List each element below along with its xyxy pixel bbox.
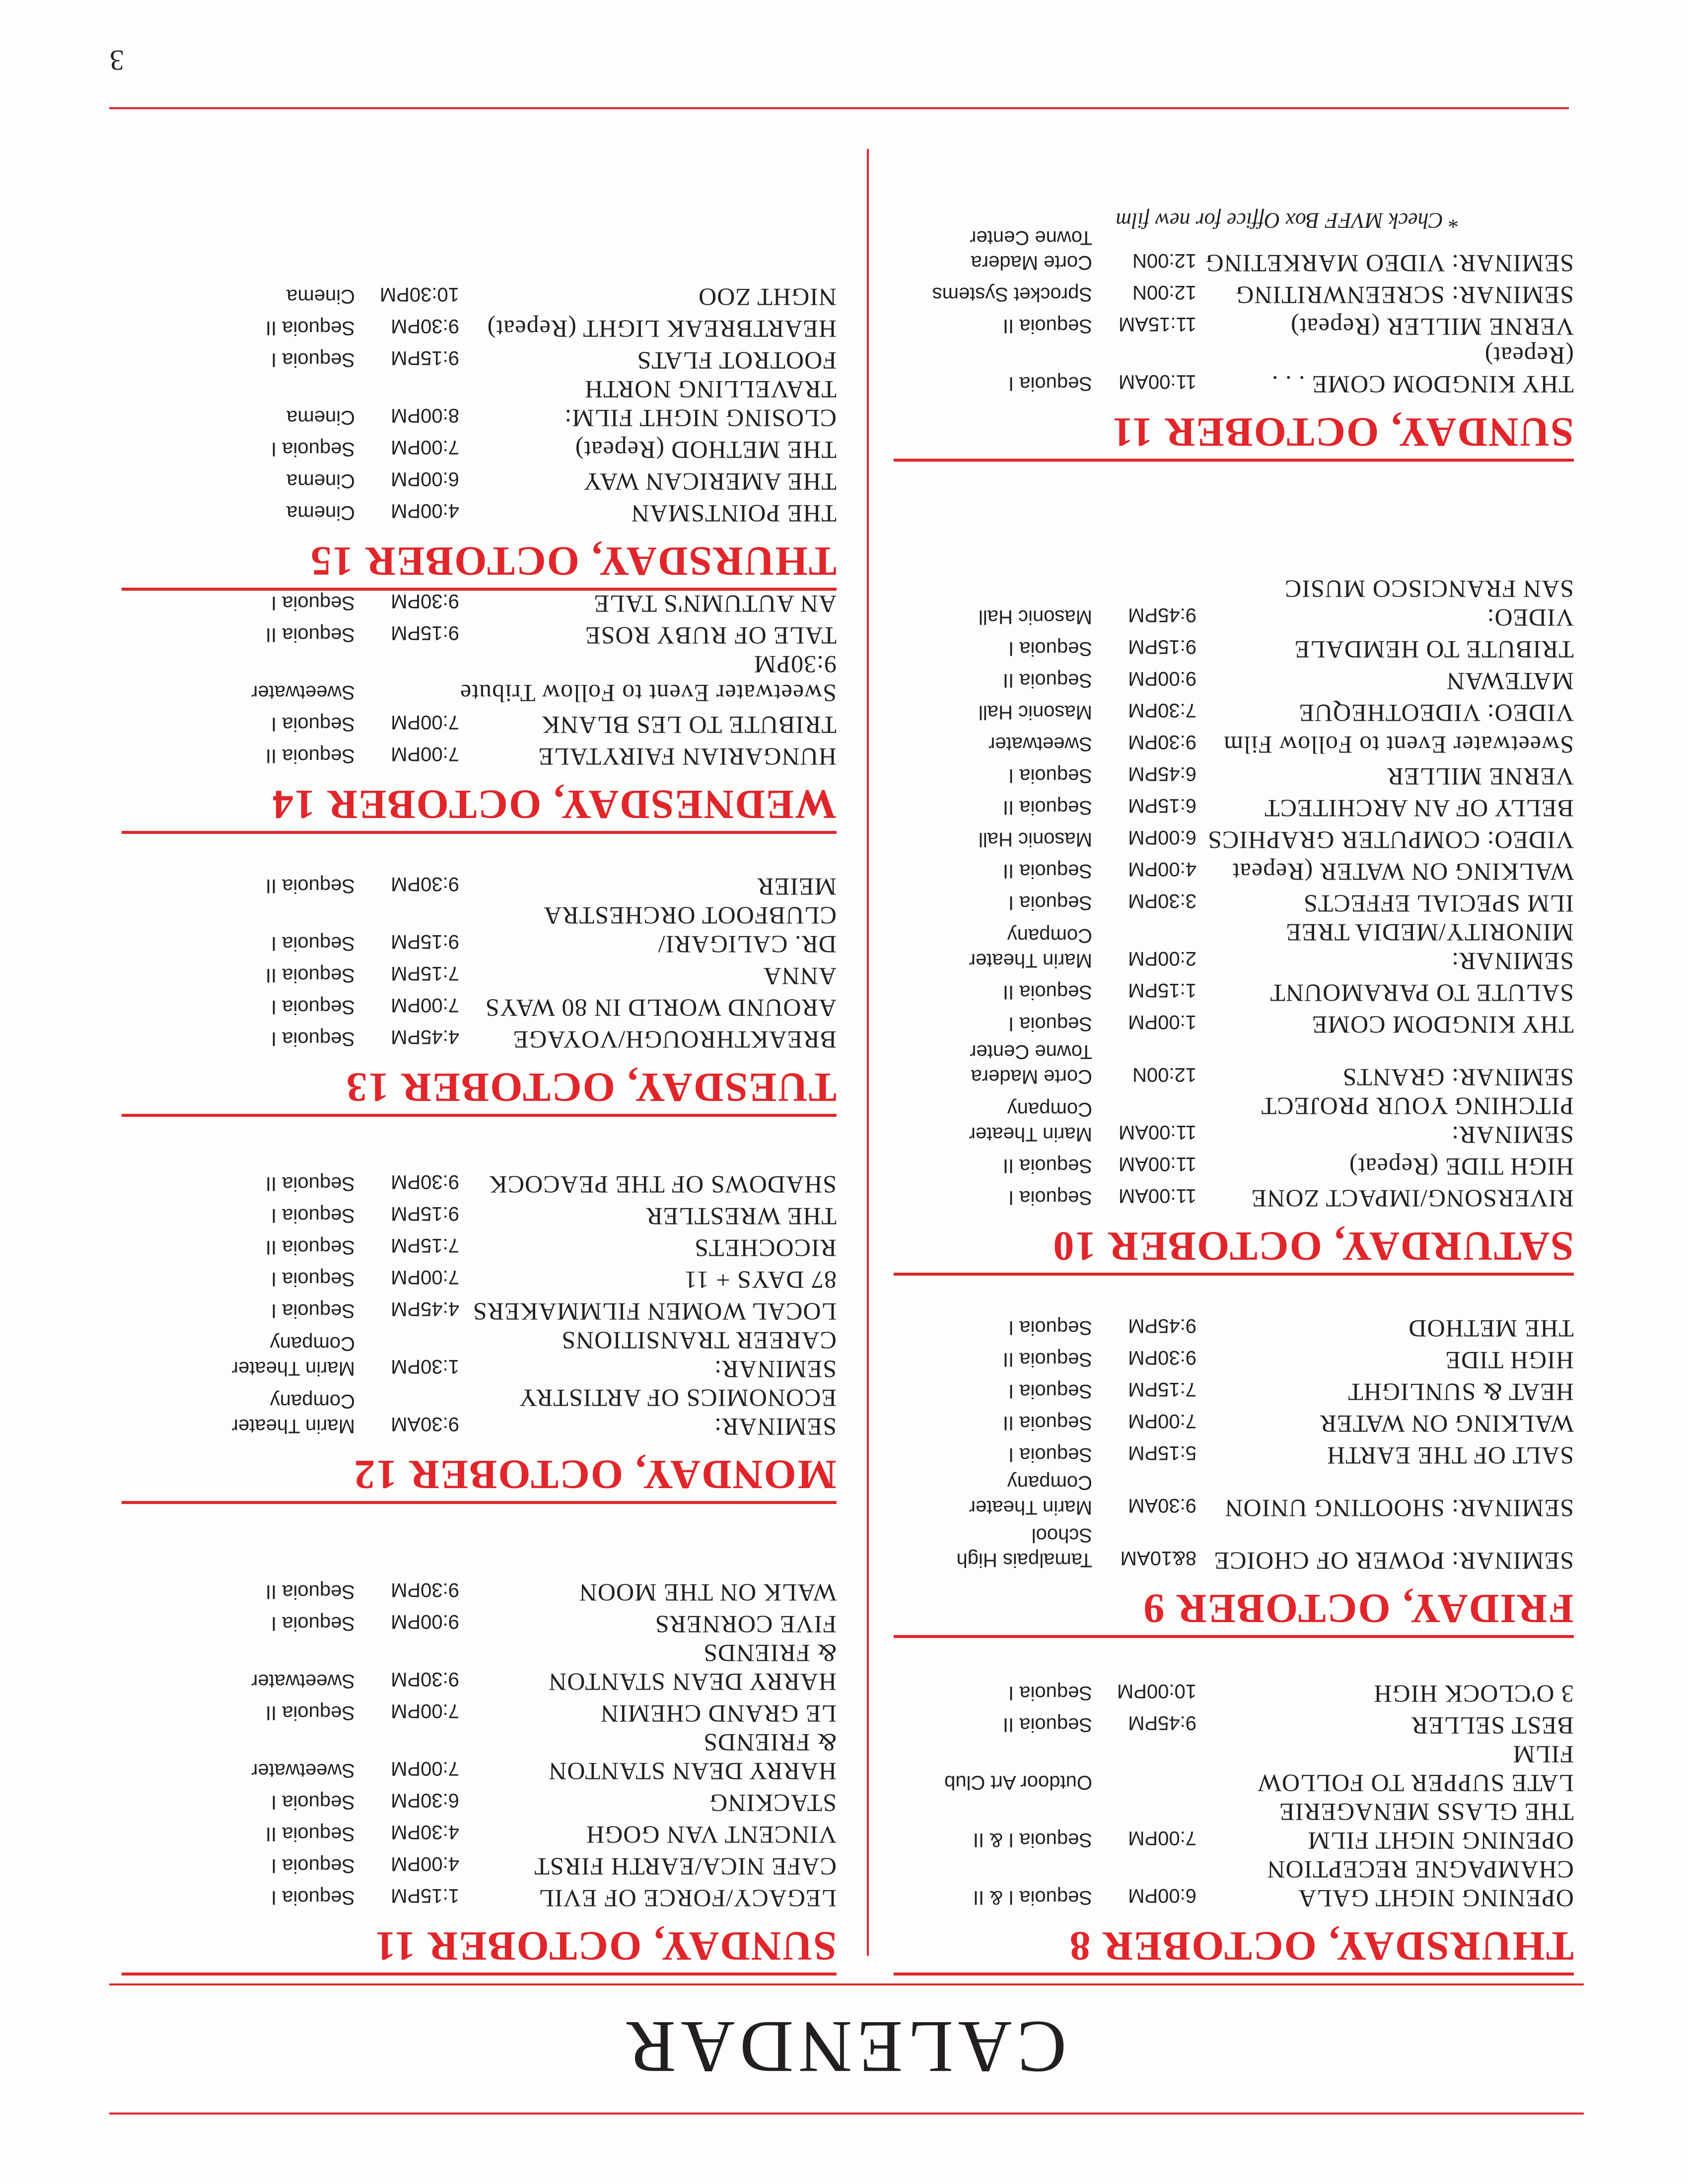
event-row [894,1150,1574,1181]
event-title: SEMINAR: GRANTS [1342,1064,1574,1092]
event-venue: Sprocket Systems [932,283,1092,305]
event-time: 9:15PM [391,931,459,953]
event-venue: Marin Theater Company [969,1472,1092,1518]
event-venue: Sequoia I [271,592,355,614]
event-row [122,1326,837,1384]
event-row [894,1470,1574,1523]
event-title: VIDEO: SAN FRANCISCO MUSIC [1284,575,1574,632]
day-block [122,587,837,834]
event-title: TRIBUTE TO HEMDALE [1294,636,1574,664]
event-title: DR. CALIGARI/ CLUBFOOT ORCHESTRA [543,902,837,958]
event-time: 1:30PM [391,1356,459,1377]
event-row [894,887,1574,918]
event-time: 5:15PM [1128,1442,1196,1464]
event-time: 9:30PM [1128,1347,1196,1368]
event-venue: Sequoia I [1008,1444,1092,1466]
event-row [122,1849,837,1881]
event-row [122,708,837,740]
event-venue: Cinema [286,470,355,492]
event-row [122,870,837,901]
event-title: STACKING [709,1789,837,1817]
event-time: 9:45PM [1128,1712,1196,1734]
event-time: 1:00PM [1128,1011,1196,1033]
event-row [894,1438,1574,1470]
event-row [894,1375,1574,1407]
event-time: 7:00PM [1128,1827,1196,1849]
event-row [122,375,837,433]
event-row [122,1263,837,1295]
event-venue: Sequoia I [1008,892,1092,914]
event-venue: Sequoia I [271,996,355,1018]
event-venue: Sequoia II [265,875,355,897]
event-time [1092,1795,1196,1798]
event-time: 4:00PM [1128,858,1196,880]
event-title: VINCENT VAN GOGH [586,1821,837,1849]
event-venue: Sequoia I [271,349,355,371]
event-row [894,1523,1574,1575]
event-time: 1:15PM [391,1885,459,1907]
event-time: 7:15PM [1128,1378,1196,1400]
event-time: 6:15PM [1128,795,1196,817]
event-title: SALUTE TO PARAMOUNT [1269,979,1574,1007]
event-venue: Sequoia II [1002,1155,1092,1177]
event-time: 11:15AM [1118,313,1196,335]
event-time: 6:00PM [1128,1885,1196,1907]
event-venue: Sequoia I [1008,373,1092,395]
day-block [894,1677,1574,1976]
day-heading: SATURDAY, OCTOBER 10 [894,1222,1574,1276]
event-time: 4:45PM [391,1026,459,1048]
event-title: THE POINTSMAN [631,500,837,528]
event-title: SEMINAR: VIDEO MARKETING [1205,250,1574,277]
event-row [122,1728,837,1786]
event-time: 10:00PM [1117,1680,1196,1702]
event-time: 6:45PM [1128,763,1196,785]
event-venue: Sequoia II [1002,1412,1092,1434]
event-venue: Sequoia I [271,713,355,735]
event-row [122,1231,837,1263]
event-title: LATE SUPPER TO FOLLOW FILM [1258,1741,1574,1797]
event-time: 9:15PM [1128,636,1196,658]
event-title: LEGACY/FORCE OF EVIL [538,1885,837,1912]
event-row [894,1677,1574,1708]
day-block [894,225,1574,462]
event-title: VIDEO: COMPUTER GRAPHICS [1207,826,1574,854]
event-title: FIVE CORNERS [654,1611,837,1638]
event-title: OPENING NIGHT GALA CHAMPAGNE RECEPTION [1266,1856,1574,1912]
event-row [122,1607,837,1639]
event-row [122,740,837,771]
event-title: SEMINAR: SCREENWRITING [1235,281,1574,309]
page-title: CALENDAR [621,2006,1067,2088]
event-title: HARRY DEAN STANTON & FRIENDS [548,1639,837,1696]
event-row [894,696,1574,728]
event-title: THY KINGDOM COME . . . (Repeat) [1271,342,1574,399]
event-venue: Sequoia II [1002,981,1092,1003]
event-venue: Sequoia II [1002,1349,1092,1370]
event-row [122,618,837,650]
event-title: 3 O'CLOCK HIGH [1373,1680,1574,1708]
event-row [894,728,1574,759]
event-row [122,1167,837,1199]
event-title: CAFE NICA/EARTH FIRST [534,1853,837,1881]
event-row [122,1575,837,1607]
event-title: HARRY DEAN STANTON & FRIENDS [548,1729,837,1785]
event-time: 9:45PM [1128,604,1196,626]
event-row [894,855,1574,887]
event-venue: Sequoia II [265,1581,355,1603]
event-title: SEMINAR: CAREER TRANSITIONS [561,1327,837,1383]
event-venue: Sequoia II [265,1823,355,1845]
event-time: 7:15PM [391,962,459,984]
event-venue: Sequoia I & II [973,1887,1092,1909]
event-venue: Marin Theater Company [969,1098,1092,1145]
event-time: 10:30PM [379,283,459,305]
top-rule [109,2113,1584,2115]
event-row [894,664,1574,696]
event-title: HEAT & SUNLIGHT [1347,1378,1574,1406]
event-time: 9:30PM [391,1171,459,1193]
event-venue: Sequoia II [265,964,355,986]
event-title: WALKING ON WATER (Repeat [1232,858,1574,886]
day-block [894,1311,1574,1638]
event-title: SEMINAR: PITCHING YOUR PROJECT [1261,1092,1574,1149]
event-venue: Sequoia II [265,1702,355,1724]
event-title: SEMINAR: MINORITY/MEDIA TREE [1285,919,1574,975]
event-title: ANNA [763,962,837,990]
event-venue: Sequoia I [271,933,355,955]
event-row [894,1008,1574,1039]
event-row [122,959,837,991]
event-title: THE METHOD [1408,1315,1574,1343]
event-time: 9:15PM [391,622,459,644]
event-title: THE AMERICAN WAY [583,468,837,496]
event-venue: Sequoia I [271,1205,355,1227]
event-venue: Tamalpais High School [956,1524,1092,1571]
event-title: NIGHT ZOO [698,283,837,311]
event-time: 9:30AM [391,1413,459,1435]
day-block [894,575,1574,1276]
event-title: VIDEO: VIDEOTHEQUE [1298,699,1574,727]
event-time: 4:30PM [391,1821,459,1843]
event-row [894,632,1574,664]
event-title: CLOSING NIGHT FILM: TRAVELLING NORTH [564,376,837,432]
event-row [894,976,1574,1008]
event-title: RIVERSONG/IMPACT ZONE [1251,1185,1574,1213]
event-row [894,1343,1574,1375]
event-title: SEMINAR: ECONOMICS OF ARTISTRY [518,1384,837,1441]
event-title: OPENING NIGHT FILM THE GLASS MENAGERIE [1279,1798,1574,1855]
event-row [122,650,837,708]
event-venue: Sequoia II [265,745,355,767]
event-title: BELLY OF AN ARCHITECT [1264,795,1574,822]
event-venue: Sequoia I [271,438,355,460]
day-heading: WEDNESDAY, OCTOBER 14 [122,780,837,834]
event-venue: Sequoia II [265,317,355,339]
event-time: 4:00PM [391,500,459,522]
event-venue: Masonic Hall [979,606,1092,628]
event-time: 3:30PM [1128,890,1196,912]
event-title: MEIER [757,873,837,901]
day-block [122,1167,837,1504]
event-venue: Sequoia I [1008,638,1092,660]
event-venue: Sweetwater [251,1760,355,1781]
event-time: 6:00PM [1128,826,1196,848]
event-row [894,759,1574,791]
event-time: 9:30AM [1128,1495,1196,1516]
event-time: 11:00AM [1118,1153,1196,1175]
event-venue: Sequoia II [265,1173,355,1195]
event-time: 9:00PM [391,1611,459,1633]
event-venue: Sequoia II [1002,860,1092,882]
event-venue: Outdoor Art Club [944,1772,1092,1793]
event-venue: Sequoia II [1002,1714,1092,1736]
event-time: 9:30PM [391,873,459,895]
event-title: LE GRAND CHEMIN [600,1700,837,1728]
event-row [894,310,1574,341]
event-time: 6:00PM [391,468,459,490]
event-time: 7:00PM [391,436,459,458]
event-time: 1:15PM [1128,979,1196,1001]
event-time: 9:15PM [391,1203,459,1225]
event-title: THE METHOD (Repeat) [574,436,837,464]
day-heading: FRIDAY, OCTOBER 9 [894,1584,1574,1638]
event-row [894,823,1574,855]
event-venue: Marin Theater Company [969,925,1092,971]
event-row [894,278,1574,310]
event-row [894,1855,1574,1913]
event-title: AROUND WORLD IN 80 WAYS [485,994,837,1022]
event-row [894,1708,1574,1740]
event-title: THE WRESTLER [645,1203,837,1230]
event-row [894,1798,1574,1855]
event-venue: Cinema [286,285,355,307]
event-venue: Sweetwater [251,682,355,703]
day-block [122,280,837,591]
event-time: 7:00PM [391,711,459,733]
event-venue: Sweetwater [988,733,1092,755]
event-row [122,1786,837,1818]
event-row [122,1881,837,1913]
event-venue: Sequoia I [1008,1317,1092,1339]
event-title: ILM SPECIAL EFFECTS [1303,890,1574,918]
event-venue: Sequoia II [265,1236,355,1258]
event-row [122,496,837,528]
event-time: 12:00N [1132,281,1196,303]
event-time: 9:30PM [391,1668,459,1690]
event-venue: Masonic Hall [979,828,1092,850]
event-title: RICOCHETS [694,1234,837,1262]
event-time: 9:00PM [1128,668,1196,689]
event-row [894,791,1574,823]
event-row [122,1697,837,1728]
bottom-rule [109,107,1569,109]
event-time: 7:15PM [391,1234,459,1256]
event-time: 7:30PM [1128,699,1196,721]
event-title: HIGH TIDE [1445,1347,1574,1374]
event-title: SHADOWS OF THE PEACOCK [489,1171,837,1199]
day-heading: SUNDAY, OCTOBER 11 [894,408,1574,462]
day-heading: THURSDAY, OCTOBER 15 [122,537,837,591]
event-title: AN AUTUMN'S TALE [593,590,837,618]
event-time: 8:00PM [391,405,459,426]
event-venue: Sequoia I [1008,1380,1092,1402]
day-heading: TUESDAY, OCTOBER 13 [122,1063,837,1117]
event-venue: Sequoia I [1008,765,1092,787]
event-title: TALE OF RUBY ROSE [584,622,837,650]
event-title: HIGH TIDE (Repeat) [1348,1153,1574,1181]
event-venue: Sequoia II [1002,315,1092,337]
event-row [894,1311,1574,1343]
event-time [355,705,459,708]
event-venue: Cinema [286,502,355,524]
event-time: 7:00PM [391,1700,459,1722]
day-heading: SUNDAY, OCTOBER 11 [122,1922,837,1976]
event-venue: Sequoia I [271,1887,355,1909]
day-heading: THURSDAY, OCTOBER 8 [894,1922,1574,1976]
event-venue: Sequoia I & II [973,1829,1092,1851]
event-row [894,575,1574,632]
event-venue: Sequoia I [271,1855,355,1877]
event-venue: Cinema [286,407,355,428]
event-venue: Sequoia II [1002,797,1092,819]
event-row [894,918,1574,976]
event-time: 7:00PM [391,994,459,1016]
event-title: BEST SELLER [1410,1712,1574,1740]
event-time: 7:00PM [1128,1410,1196,1432]
event-venue: Sequoia I [271,1300,355,1322]
event-title: LOCAL WOMEN FILMMAKERS [472,1298,837,1326]
event-row [122,1818,837,1849]
event-time: 9:15PM [391,347,459,369]
event-title: VERNE MILLER (Repeat) [1290,313,1574,341]
event-title: TRIBUTE TO LES BLANK [541,711,837,739]
event-time: 2:00PM [1128,948,1196,969]
event-time: 9:30PM [391,590,459,612]
event-venue: Sequoia I [1008,1682,1092,1704]
event-time: 6:30PM [391,1789,459,1811]
event-row [122,1384,837,1441]
event-title: Sweetwater Event to Follow Film [1223,731,1574,759]
event-time: 9:30PM [391,315,459,337]
event-title: SEMINAR: POWER OF CHOICE [1213,1547,1574,1575]
event-title: HUNGARIAN FAIRYTALE [538,743,837,771]
event-time: 11:00AM [1118,1121,1196,1143]
event-time: 9:30PM [1128,731,1196,753]
event-row [122,1199,837,1231]
event-time: 12:00N [1132,250,1196,272]
event-title: THY KINGDOM COME [1311,1011,1574,1039]
event-venue: Marin Theater Company [231,1333,355,1379]
event-title: 87 DAYS + 11 [684,1266,837,1294]
event-title: HEARTBREAK LIGHT (Repeat) [487,315,837,343]
event-title: WALKING ON WATER [1319,1410,1574,1438]
event-row [894,341,1574,399]
event-title: MATEWAN [1446,668,1574,695]
event-title: SEMINAR: SHOOTING UNION [1224,1495,1574,1522]
event-time: 11:00AM [1118,1185,1196,1207]
day-block [122,870,837,1117]
event-time: 12:00N [1132,1064,1196,1086]
event-time: 4:45PM [391,1298,459,1320]
event-venue: Sequoia I [271,1613,355,1635]
event-row [122,1295,837,1326]
event-venue: Sequoia I [1008,1013,1092,1035]
event-venue: Sequoia II [265,624,355,646]
event-venue: Marin Theater Company [231,1390,355,1437]
event-time: 9:30PM [391,1579,459,1601]
event-time: 7:00PM [391,1758,459,1779]
event-row [122,1023,837,1054]
event-row [894,1740,1574,1798]
event-time: 11:00AM [1118,371,1196,393]
event-venue: Sequoia I [271,1028,355,1050]
event-time: 8&10AM [1120,1547,1196,1569]
event-time: 7:00PM [391,743,459,765]
event-title: BREAKTHROUGH/VOYAGE [512,1026,837,1054]
event-time: 4:00PM [391,1853,459,1875]
event-title: Sweetwater Event to Follow Tribute 9:30PM [460,651,837,707]
event-row [122,901,837,959]
event-venue: Masonic Hall [979,701,1092,723]
event-title: WALK ON THE MOON [578,1579,837,1607]
event-venue: Corte Madera Towne Center [970,227,1092,273]
event-row [122,465,837,496]
event-title: SALT OF THE EARTH [1327,1442,1574,1470]
event-venue: Corte Madera Towne Center [970,1041,1092,1088]
event-row [122,1639,837,1697]
event-venue: Sequoia II [1002,670,1092,691]
event-row [122,587,837,618]
event-row [122,433,837,465]
event-venue: Sweetwater [251,1670,355,1692]
event-venue: Sequoia I [271,1791,355,1813]
event-row [894,1039,1574,1092]
footnote: * Check MVFF Box Office for new film [1116,208,1460,233]
column-divider [867,149,869,1956]
day-heading: MONDAY, OCTOBER 12 [122,1450,837,1504]
event-row [894,1092,1574,1150]
day-block [122,1575,837,1976]
title-rule [109,1983,1584,1985]
event-row [122,312,837,343]
event-row [122,991,837,1023]
page-number: 3 [110,44,124,76]
event-time: 9:45PM [1128,1315,1196,1337]
event-row [894,1181,1574,1213]
event-title: VERNE MILLER [1386,763,1574,791]
event-row [122,280,837,312]
event-row [122,343,837,375]
event-venue: Sequoia I [271,1268,355,1290]
event-venue: Sequoia I [1008,1187,1092,1209]
event-title: FOOTROT FLATS [636,347,837,375]
event-row [894,1407,1574,1438]
event-time: 7:00PM [391,1266,459,1288]
